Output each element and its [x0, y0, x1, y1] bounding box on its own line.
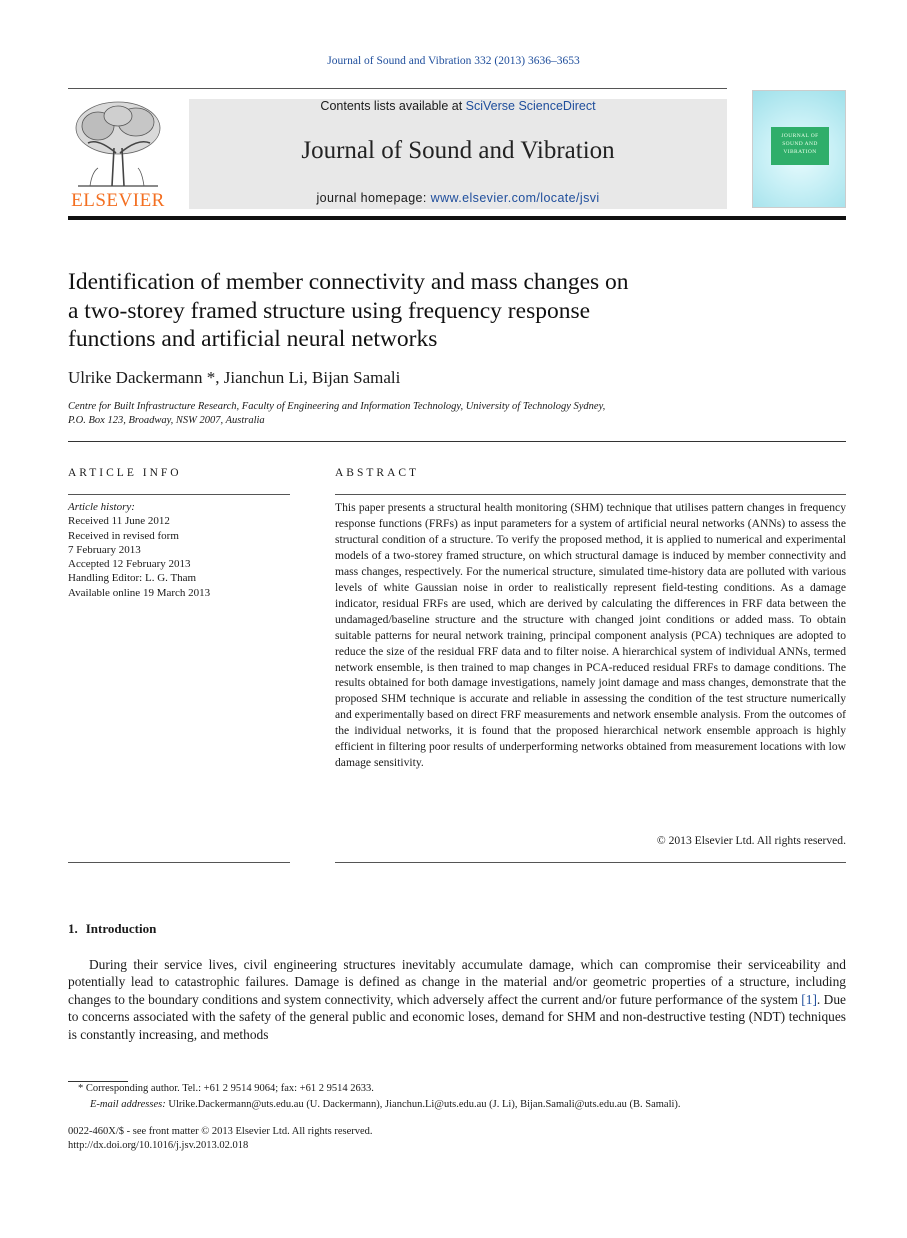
abstract-rule-bottom: [335, 862, 846, 863]
section-divider: [68, 441, 846, 442]
affiliation-line: Centre for Built Infrastructure Research, Faculty of Engineering and Information Technology, University of Technology Sydney,: [68, 401, 606, 412]
cover-title-block: [771, 127, 829, 165]
article-info-heading: ARTICLE INFO: [68, 467, 182, 479]
title-line: a two-storey framed structure using frequency response: [68, 297, 591, 324]
footnote-rule: [68, 1081, 128, 1082]
abstract-heading: ABSTRACT: [335, 467, 420, 479]
section-number: 1.: [68, 921, 78, 936]
history-label: Article history:: [68, 501, 135, 513]
abstract-rule: [335, 494, 846, 495]
intro-text-part: . Due to concerns associated with the safety of the general public and economic loses, demand for SHM and non-destructive testing (NDT) techniques is constantly increasing, and methods: [68, 991, 846, 1042]
sciencedirect-link[interactable]: SciVerse ScienceDirect: [465, 99, 596, 113]
cover-title-text: JOURNAL OF SOUND AND VIBRATION: [781, 133, 819, 155]
history-item: 7 February 2013: [68, 543, 141, 556]
email-addresses[interactable]: Ulrike.Dackermann@uts.edu.au (U. Dackermann), Jianchun.Li@uts.edu.au (J. Li), Bijan.Samali@uts.edu.au (B. Samali).: [168, 1099, 681, 1110]
title-line: functions and artificial neural networks: [68, 326, 438, 352]
history-item: Handling Editor: L. G. Tham: [68, 572, 197, 585]
header-thick-rule: [68, 216, 846, 220]
affiliation: [68, 400, 758, 428]
history-item: Received 11 June 2012: [68, 515, 170, 528]
homepage-line: [189, 191, 727, 205]
homepage-link[interactable]: www.elsevier.com/locate/jsvi: [430, 191, 600, 205]
title-line: Identification of member connectivity and mass changes on: [68, 269, 629, 295]
introduction-heading: [68, 921, 156, 937]
author-list: Ulrike Dackermann *, Jianchun Li, Bijan Samali: [68, 368, 401, 387]
contents-prefix: Contents lists available at: [320, 99, 466, 113]
abstract-copyright: © 2013 Elsevier Ltd. All rights reserved.: [656, 834, 846, 847]
history-item: Received in revised form: [68, 529, 179, 542]
reference-link[interactable]: [1]: [801, 991, 817, 1007]
homepage-prefix: journal homepage:: [316, 191, 431, 205]
affiliation-line: P.O. Box 123, Broadway, NSW 2007, Australia: [68, 415, 265, 426]
doi-link[interactable]: http://dx.doi.org/10.1016/j.jsv.2013.02.018: [68, 1140, 249, 1151]
contents-line: [189, 99, 727, 113]
elsevier-wordmark: ELSEVIER: [71, 190, 165, 211]
journal-citation[interactable]: Journal of Sound and Vibration 332 (2013) 3636–3653: [327, 55, 580, 67]
email-label: E-mail addresses:: [90, 1099, 166, 1110]
corresponding-author-footnote: * Corresponding author. Tel.: +61 2 9514 9064; fax: +61 2 9514 2633.: [78, 1083, 374, 1094]
article-info-rule-bottom: [68, 862, 290, 863]
journal-cover-thumbnail[interactable]: [752, 90, 846, 208]
abstract-text: This paper presents a structural health monitoring (SHM) technique that utilises pattern changes in frequency response functions (FRFs) as input parameters for a system of artificial neural networks (ANNs) to assess the structural condition of a structure. To verify the proposed method, it is applied to numerical and experimental models of a two-storey framed structure, on which structural damage is induced by member connectivity and mass changes, respectively. For the numerical structure, simulated time-history data are polluted with various levels of white Gaussian noise in order to realistically represent field-testing conditions. As a damage indicator, residual FRFs are used, which are derived by calculating the differences in FRF data between the undamaged/baseline structure and the structure with changed joint conditions or added mass. To obtain suitable patterns for neural network training, principal component analysis (PCA) techniques are adopted to reduce the size of the residual FRF data and to filter noise. A hierarchical system of individual ANNs, termed network ensemble, is then trained to map changes in PCA-reduced residual FRFs to damage conditions. The results obtained for both damage investigations, namely joint damage and mass changes, demonstrate that the proposed SHM technique is accurate and reliable in assessing the condition of the test structure numerically and experimentally based on direct FRF measurements and network ensemble analysis. From the outcomes of the individual networks, it is found that the proposed hierarchical network ensemble approach is highly efficient in filtering poor results of underperforming networks obtained from measurement locations with low damage sensitivity.: [335, 501, 846, 770]
issn-line: 0022-460X/$ - see front matter © 2013 Elsevier Ltd. All rights reserved.: [68, 1126, 373, 1137]
section-title: Introduction: [85, 921, 157, 936]
article-title: [68, 268, 768, 354]
header-rule: [68, 88, 727, 89]
history-item: Available online 19 March 2013: [68, 586, 211, 599]
history-item: Accepted 12 February 2013: [68, 558, 191, 571]
article-history: [68, 500, 290, 600]
email-footnote: [90, 1099, 681, 1110]
article-info-rule: [68, 494, 290, 495]
journal-name: Journal of Sound and Vibration: [301, 137, 615, 164]
intro-text-part: During their service lives, civil engineering structures inevitably accumulate damage, which can compromise their serviceability and potentially lead to catastrophic failures. Damage is defined as change in the material and/or geometric properties of a structure, including changes to the boundary conditions and system connectivity, which adversely affect the current and/or future performance of the system: [68, 957, 846, 1007]
introduction-paragraph: [68, 956, 846, 1043]
